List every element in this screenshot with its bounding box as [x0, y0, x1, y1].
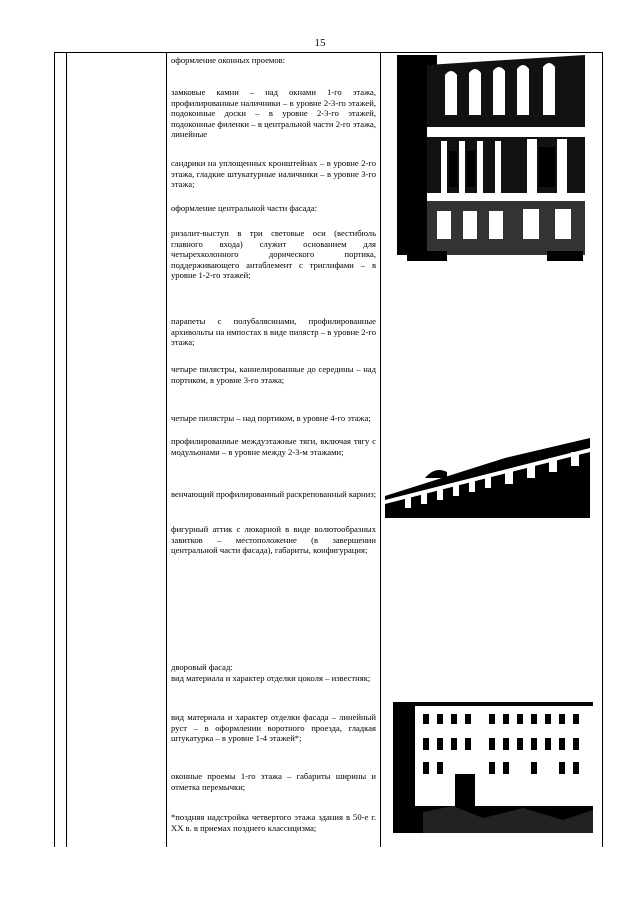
table-right-border [602, 52, 603, 847]
paragraph-window-openings: оформление оконных проемов: [171, 55, 286, 65]
courtyard-facade-photo [393, 688, 593, 833]
paragraph-keystones: замковые камни – над окнами 1-го этажа, профилированные наличники – в уровне 2-3-го этажей, подоконные доски – в уровне 2-3-го этажей, подоконные филенки – в центральной части 2-го этажа, линейные [171, 87, 376, 140]
paragraph-sandriks: сандрики на уплощенных кронштейнах – в уровне 2-го этажа, гладкие штукатурные наличники – в уровне 3-го этажа; [171, 158, 376, 190]
paragraph-pilasters-3: четыре пилястры, каннелированные до середины – над портиком, в уровне 3-го этажа; [171, 364, 376, 385]
facade-photo-main-image [397, 55, 585, 270]
table-left-border [54, 52, 55, 847]
page-number: 15 [314, 37, 326, 49]
paragraph-attic: фигурный аттик с люкарной в виде волютообразных завитков – местоположение (в завершении центральной части фасада), габариты, конфигурация; [171, 524, 376, 556]
paragraph-courtyard-facade: дворовый фасад: [171, 662, 233, 672]
roofline-photo-image [385, 418, 590, 518]
paragraph-parapets: парапеты с полубалясинами, профилированные архивольты на импостах в виде пилястр – в уровне 2-го этажа; [171, 316, 376, 348]
table-top-border [54, 52, 603, 53]
paragraph-risalit: ризалит-выступ в три световые оси (вестибюль главного входа) служит основанием для четырехколонного дорического портика, поддерживающего антаблемент с триглифами – в уровне 1-2-го этажей; [171, 228, 376, 281]
paragraph-footnote-fourth-floor: *поздняя надстройка четвертого этажа здания в 50-е г. XX в. в приемах позднего классицизма; [171, 812, 376, 833]
paragraph-crowning-cornice: венчающий профилированный раскрепованный карниз; [171, 489, 376, 499]
table-column-divider-2 [166, 52, 167, 847]
table-column-divider-1 [66, 52, 67, 847]
paragraph-facade-finish: вид материала и характер отделки фасада – линейный руст – в оформлении воротного проезда, гладкая штукатурка – в уровне 1-4 этажей*; [171, 712, 376, 744]
facade-photo-main [397, 55, 585, 270]
courtyard-facade-photo-image [393, 688, 593, 833]
paragraph-cornice-belts: профилированные междуэтажные тяги, включая тягу с модульонами – в уровне между 2-3-м этажами; [171, 436, 376, 457]
roofline-photo [385, 418, 590, 518]
paragraph-pilasters-4: четыре пилястры – над портиком, в уровне 4-го этажа; [171, 413, 371, 423]
table-column-divider-3 [380, 52, 381, 847]
paragraph-window-openings-1st-floor: оконные проемы 1-го этажа – габариты ширины и отметка перемычки; [171, 771, 376, 792]
paragraph-central-part: оформление центральной части фасада: [171, 203, 318, 213]
paragraph-plinth-material: вид материала и характер отделки цоколя – известняк; [171, 673, 371, 683]
